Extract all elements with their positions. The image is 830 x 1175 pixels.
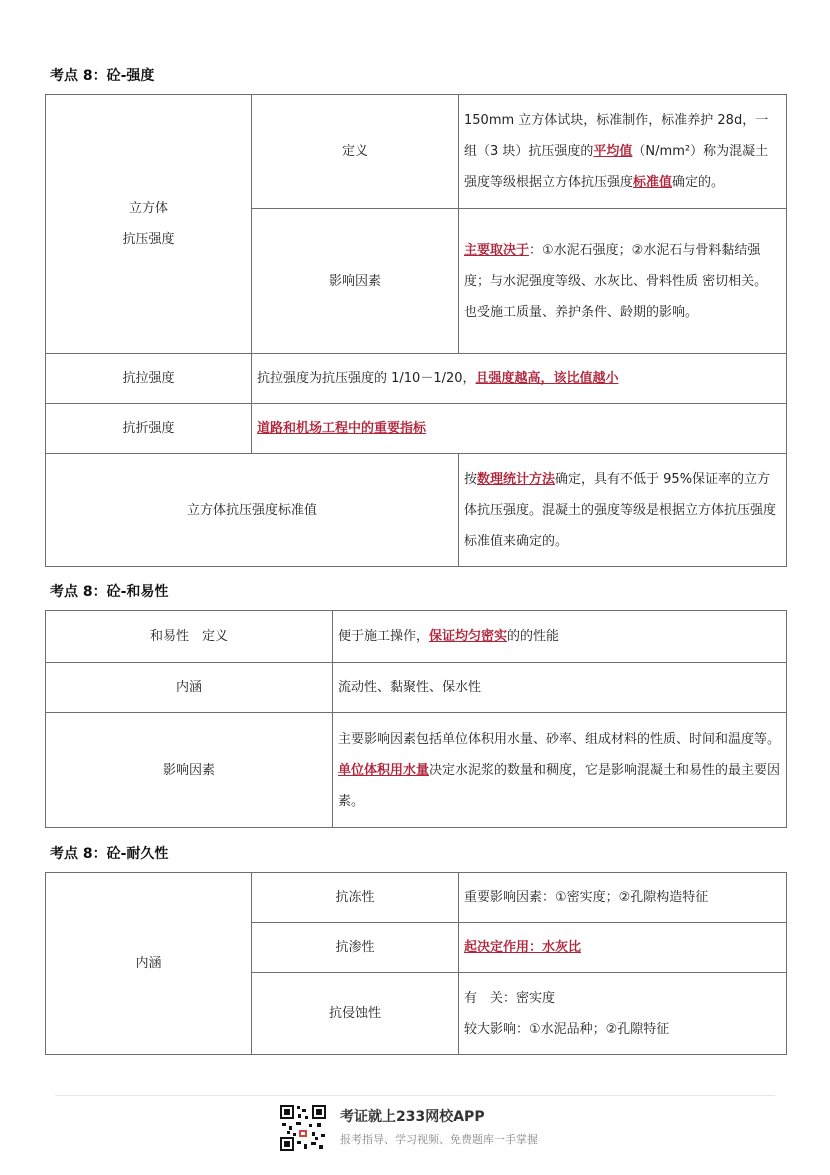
def-highlight-standard: 标准值 [633,175,673,190]
def-highlight-average: 平均值 [593,144,633,159]
factor-text [459,209,787,354]
cube-strength-label [46,95,252,354]
erosion-text [459,973,787,1055]
std-text-2: 确定，具有不低于 95%保证率的立方体抗压强度。混凝土的强度等级是根据立方体抗压强度标准值来确定的。 [464,471,777,549]
standard-value-text [459,454,787,567]
tensile-text-plain: 抗拉强度为抗压强度的 1/10－1/20， [257,371,476,386]
wk-def-text-1: 便于施工操作， [338,629,430,644]
flexural-highlight: 道路和机场工程中的重要指标 [257,421,427,436]
section-heading-workability: 考点 8：砼-和易性 [50,584,169,600]
workability-meaning-text: 流动性、黏聚性、保水性 [333,663,787,713]
tensile-label: 抗拉强度 [46,354,252,404]
factor-text-2: 也受施工质量、养护条件、龄期的影响。 [464,304,699,320]
frost-label: 抗冻性 [252,873,459,923]
definition-text [459,95,787,209]
section-heading-durability: 考点 8：砼-耐久性 [50,846,169,862]
standard-value-label: 立方体抗压强度标准值 [46,454,459,567]
flexural-label: 抗折强度 [46,404,252,454]
def-text-1: 150mm 立方体试块，标准制作，标准养护 28d，一组（3 块）抗压强度的 [464,113,769,159]
cube-label-line1: 立方体 [128,201,168,216]
section-heading-strength: 考点 8：砼-强度 [50,68,155,84]
erosion-text-1: 有 关：密实度 [464,990,556,1006]
tensile-text [252,354,787,404]
tensile-highlight: 且强度越高，该比值越小 [475,371,619,386]
wk-factor-text-2: 决定水泥浆的数量和稠度，它是影响混凝土和易性的最主要因素。 [338,762,781,809]
factor-text-1: ：①水泥石强度；②水泥石与骨料黏结强度；与水泥强度等级、水灰比、骨料性质 密切相关。 [464,242,768,289]
flexural-text [252,404,787,454]
workability-def-text [333,611,787,663]
seepage-highlight: 起决定作用：水灰比 [464,940,582,955]
qr-code-icon[interactable] [279,1104,327,1152]
strength-table [45,94,787,567]
std-text-1: 按 [464,471,478,487]
wk-factor-highlight: 单位体积用水量 [338,762,430,778]
footer-app-title: 考证就上233网校APP [340,1109,485,1125]
wk-def-text-2: 的的性能 [507,629,560,644]
wk-def-highlight: 保证均匀密实 [429,629,508,644]
def-text-3: 确定的。 [672,175,725,190]
erosion-label: 抗侵蚀性 [252,973,459,1055]
cube-label-line2: 抗压强度 [122,232,175,247]
workability-table [45,610,787,828]
def-text-2: （N/mm²）称为混凝土强度等级根据立方体抗压强度 [464,144,769,190]
definition-label: 定义 [252,95,459,209]
frost-text: 重要影响因素：①密实度；②孔隙构造特征 [459,873,787,923]
erosion-text-2: 较大影响：①水泥品种；②孔隙特征 [464,1021,670,1037]
factor-label: 影响因素 [252,209,459,354]
footer-divider [55,1095,775,1096]
seepage-label: 抗渗性 [252,923,459,973]
factor-highlight: 主要取决于 [464,242,530,258]
workability-factor-label: 影响因素 [46,713,333,828]
wk-factor-text-1: 主要影响因素包括单位体积用水量、砂率、组成材料的性质、时间和温度等。 [338,731,781,747]
seepage-text [459,923,787,973]
workability-factor-text [333,713,787,828]
workability-meaning-label: 内涵 [46,663,333,713]
workability-def-label: 和易性 定义 [46,611,333,663]
footer-app-subtitle: 报考指导、学习视频、免费题库一手掌握 [340,1133,538,1146]
durability-meaning-label: 内涵 [46,873,252,1055]
durability-table [45,872,787,1055]
std-highlight: 数理统计方法 [477,471,556,487]
